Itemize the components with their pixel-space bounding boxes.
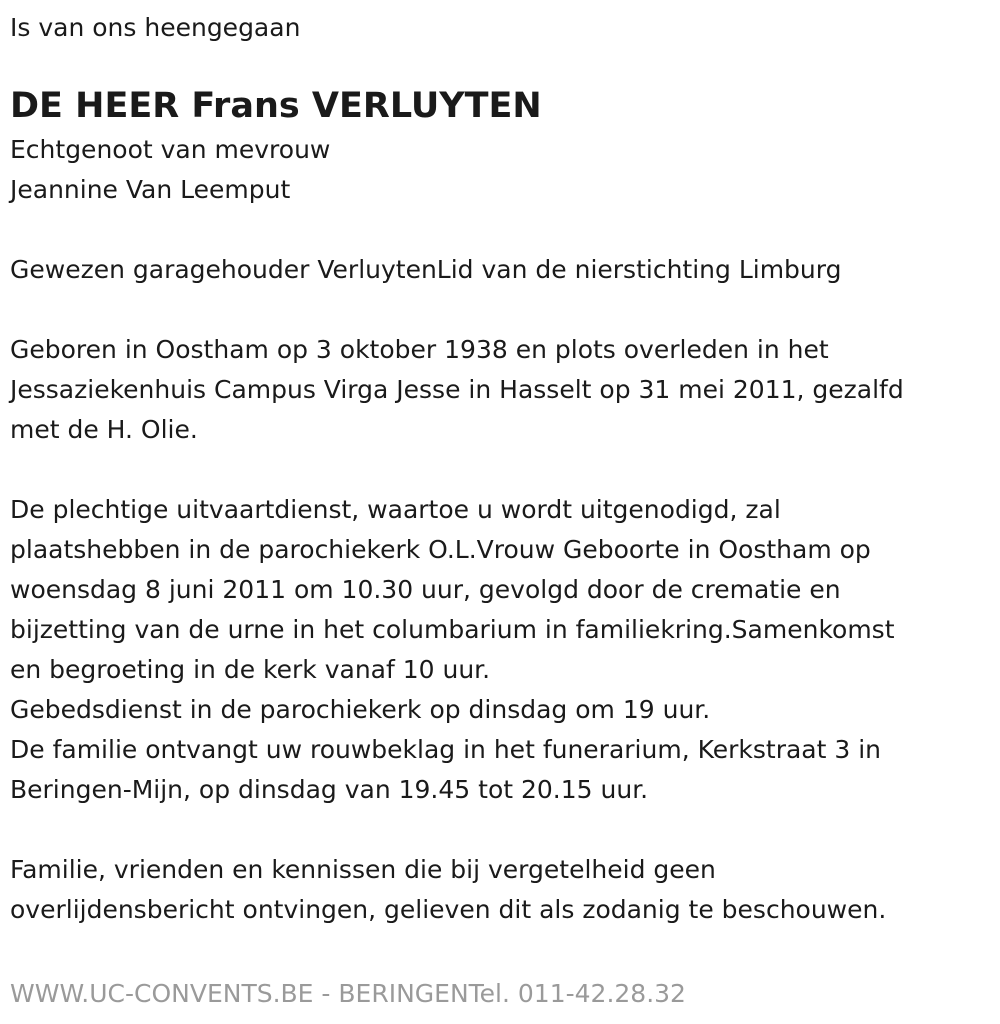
service-line: en begroeting in de kerk vanaf 10 uur. <box>10 655 491 684</box>
birth-death-line: Geboren in Oostham op 3 oktober 1938 en plots overleden in het <box>10 335 829 364</box>
birth-death-line: Jessaziekenhuis Campus Virga Jesse in Hasselt op 31 mei 2011, gezalfd <box>10 375 904 404</box>
service-line: De plechtige uitvaartdienst, waartoe u wordt uitgenodigd, zal <box>10 495 781 524</box>
closing-paragraph <box>10 850 990 930</box>
service-line: Gebedsdienst in de parochiekerk op dinsdag om 19 uur. <box>10 695 711 724</box>
service-line: De familie ontvangt uw rouwbeklag in het funerarium, Kerkstraat 3 in <box>10 735 882 764</box>
service-line: plaatshebben in de parochiekerk O.L.Vrouw Geboorte in Oostham op <box>10 535 871 564</box>
spouse-line-1: Echtgenoot van mevrouw <box>10 135 331 164</box>
birth-death-paragraph <box>10 330 990 450</box>
intro-text: Is van ons heengegaan <box>10 13 301 42</box>
deceased-name: DE HEER Frans VERLUYTEN <box>10 86 542 126</box>
spouse-line-2: Jeannine Van Leemput <box>10 175 291 204</box>
occupation-text: Gewezen garagehouder VerluytenLid van de nierstichting Limburg <box>10 255 842 284</box>
service-line: bijzetting van de urne in het columbarium in familiekring.Samenkomst <box>10 615 895 644</box>
footer-contact: WWW.UC-CONVENTS.BE - BERINGENTel. 011-42.28.32 <box>10 979 686 1008</box>
spouse-block <box>10 130 990 210</box>
service-line: Beringen-Mijn, op dinsdag van 19.45 tot 20.15 uur. <box>10 775 649 804</box>
birth-death-line: met de H. Olie. <box>10 415 198 444</box>
closing-line: Familie, vrienden en kennissen die bij vergetelheid geen <box>10 855 716 884</box>
closing-line: overlijdensbericht ontvingen, gelieven dit als zodanig te beschouwen. <box>10 895 887 924</box>
service-paragraph <box>10 490 990 810</box>
service-line: woensdag 8 juni 2011 om 10.30 uur, gevolgd door de crematie en <box>10 575 841 604</box>
